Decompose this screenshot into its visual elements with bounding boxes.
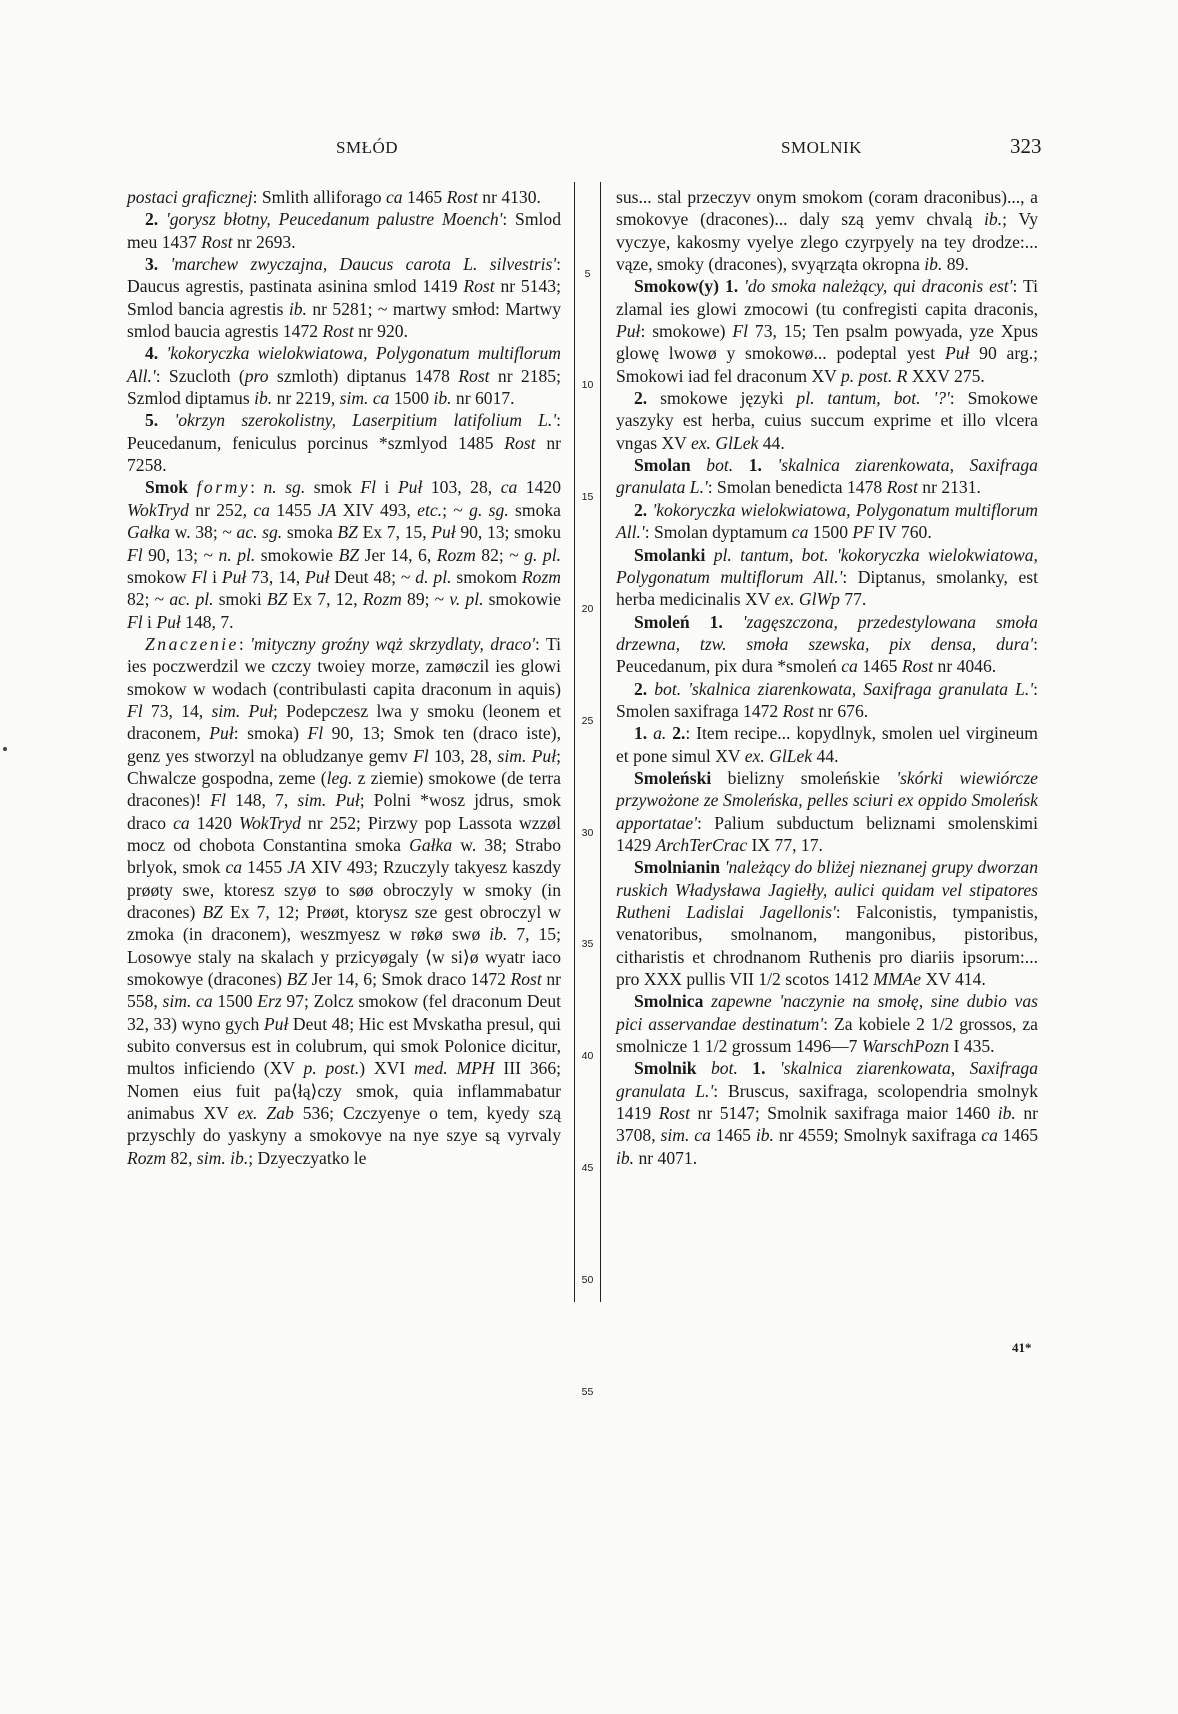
entry-paragraph: Smolanki pl. tantum, bot. 'kokoryczka wielokwiatowa, Polygonatum multiflorum All.': Diptanus, smolanky, est herba medicinalis XV ex. GlWp 77. bbox=[616, 544, 1038, 610]
line-number: 45 bbox=[581, 1162, 594, 1174]
right-column bbox=[616, 186, 1038, 1169]
entry-paragraph: postaci graficznej: Smlith alliforago ca 1465 Rost nr 4130. bbox=[127, 187, 541, 207]
running-head-left: SMŁÓD bbox=[336, 138, 399, 157]
line-number: 15 bbox=[581, 491, 594, 503]
line-number: 40 bbox=[581, 1050, 594, 1062]
column-divider-right bbox=[600, 182, 601, 1302]
scan-dot bbox=[3, 747, 7, 751]
entry-paragraph: Smolnik bot. 1. 'skalnica ziarenkowata, Saxifraga granulata L.': Bruscus, saxifraga, scolopendria smolnyk 1419 Rost nr 5147; Smolnik saxifraga maior 1460 ib. nr 3708, sim. ca 1465 ib. nr 4559; Smolnyk saxifraga ca 1465 ib. nr 4071. bbox=[616, 1058, 1038, 1168]
entry-paragraph: Smolnianin 'należący do bliżej nieznanej grupy dworzan ruskich Władysława Jagiełły, aulici quidam vel stipatores Rutheni Ladislai Jagellonis': Falconistis, tympanistis, venatoribus, smolnanom, mangonibus, pistoribus, citharistis et chrodnanom Ruthenis pro diariis ipsorum:... pro XXX pullis VII 1/2 scotos 1412 MMAe XV 414. bbox=[616, 857, 1038, 990]
entry-paragraph: 2. bot. 'skalnica ziarenkowata, Saxifraga granulata L.': Smolen saxifraga 1472 Rost nr 676. bbox=[616, 678, 1038, 721]
entry-paragraph: 4. 'kokoryczka wielokwiatowa, Polygonatum multiflorum All.': Szucloth (pro szmloth) diptanus 1478 Rost nr 2185; Szmlod diptamus ib. nr 2219, sim. ca 1500 ib. nr 6017. bbox=[127, 343, 561, 409]
entry-paragraph: Smoleński bielizny smoleńskie 'skórki wiewiórcze przywożone ze Smoleńska, pelles sciuri ex oppido Smoleńsk apportatae': Palium subductum beliznami smolenskimi 1429 ArchTerCrac IX 77, 17. bbox=[616, 767, 1038, 855]
entry-paragraph: 3. 'marchew zwyczajna, Daucus carota L. silvestris': Daucus agrestis, pastinata asinina smlod 1419 Rost nr 5143; Smlod bancia agrestis ib. nr 5281; ~ martwy smłod: Martwy smlod baucia agrestis 1472 Rost nr 920. bbox=[127, 254, 561, 342]
line-number: 55 bbox=[581, 1386, 594, 1398]
line-number: 30 bbox=[581, 827, 594, 839]
line-number: 20 bbox=[581, 603, 594, 615]
entry-paragraph: 2. 'gorysz błotny, Peucedanum palustre Moench': Smlod meu 1437 Rost nr 2693. bbox=[127, 209, 561, 252]
line-number: 10 bbox=[581, 379, 594, 391]
printer-signature: 41* bbox=[1012, 1340, 1032, 1355]
entry-paragraph: Smolnica zapewne 'naczynie na smołę, sine dubio vas pici asservandae destinatum': Za kobiele 2 1/2 grossos, za smolnicze 1 1/2 grossum 1496—7 WarschPozn I 435. bbox=[616, 991, 1038, 1057]
entry-paragraph: Smokow(y) 1. 'do smoka należący, qui draconis est': Ti zlamal ies glowi zmocowi (tu confregisti capita draconis, Puł: smokowe) Fl 73, 15; Ten psalm powyada, yze Xpus glowę lwowø y smokowø... podeptal yest Puł 90 arg.; Smokowi iad fel draconum XV p. post. R XXV 275. bbox=[616, 276, 1038, 386]
page-number: 323 bbox=[1010, 134, 1042, 158]
entry-paragraph: 2. smokowe języki pl. tantum, bot. '?': Smokowe yaszyky est herba, cuius succum exprime et illo vlcera vngas XV ex. GlLek 44. bbox=[616, 388, 1038, 453]
entry-paragraph: Smoleń 1. 'zagęszczona, przedestylowana smoła drzewna, tzw. smoła szewska, pix densa, dura': Peucedanum, pix dura *smoleń ca 1465 Rost nr 4046. bbox=[616, 611, 1038, 677]
running-head-right: SMOLNIK bbox=[781, 138, 862, 157]
entry-paragraph: sus... stal przeczyv onym smokom (coram draconibus)..., a smokovye (dracones)... daly szą yemv chvalą ib.; Vy vyczye, kakosmy vyelye zlego czyrpyely na tey drodze:... vąze, smoky (dracones), svyąrząta okropna ib. 89. bbox=[616, 187, 1038, 275]
line-number: 25 bbox=[581, 715, 594, 727]
left-column bbox=[127, 186, 561, 1169]
line-number: 5 bbox=[584, 268, 591, 280]
entry-paragraph: 2. 'kokoryczka wielokwiatowa, Polygonatum multiflorum All.': Smolan dyptamum ca 1500 PF IV 760. bbox=[616, 499, 1038, 543]
entry-paragraph: Znaczenie: 'mityczny groźny wąż skrzydlaty, draco': Ti ies poczwerdzil we czczy twoiey morze, zamøczil ies glowi smokow w wodach (contribulasti capita draconum in aquis) Fl 73, 14, sim. Puł; Podepczesz lwa y smoku (leonem et draconem, Puł: smoka) Fl 90, 13; Smok ten (draco iste), genz yes stworzyl na obludzanye gemv Fl 103, 28, sim. Puł; Chwalcze gospodna, zeme (leg. z ziemie) smokowe (de terra dracones)! Fl 148, 7, sim. Puł; Polni *wosz jdrus, smok draco ca 1420 WokTryd nr 252; Pirzwy pop Lassota wzzøl mocz od chobota Constantina smoka Gałka w. 38; Strabo brlyok, smok ca 1455 JA XIV 493; Rzuczyly takyesz kaszdy prøøty swe, ktoresz szyø to søø obroczyly w smoky (in dracones) BZ Ex 7, 12; Prøøt, ktorysz sze gest obroczyl w zmoka (in draconem), weszmyesz w røkø swø ib. 7, 15; Losowye staly na skalach y przicyøgaly ⟨w si⟩ø wyatr iaco smokowye (dracones) BZ Jer 14, 6; Smok draco 1472 Rost nr 558, sim. ca 1500 Erz 97; Zolcz smokow (fel draconum Deut 32, 33) wyno gych Puł Deut 48; Hic est Mvskatha presul, qui subito conversus est in colubrum, qui smok Polonice dicitur, multos inficiendo (XV p. post.) XVI med. MPH III 366; Nomen eius fuit pa⟨łą⟩czy smok, quia inflammabatur animabus XV ex. Zab 536; Czczyenye o tem, kyedy szą przyschly do yaskyny a smokovye na nye szye są vyrvaly Rozm 82, sim. ib.; Dzyeczyatko le bbox=[127, 633, 562, 1168]
column-divider-left bbox=[574, 182, 575, 1302]
line-number: 50 bbox=[581, 1274, 594, 1286]
entry-paragraph: 5. 'okrzyn szerokolistny, Laserpitium latifolium L.': Peucedanum, feniculus porcinus *szmlyod 1485 Rost nr 7258. bbox=[127, 410, 562, 476]
entry-smok: Smok formy: n. sg. smok Fl i Puł 103, 28, ca 1420 WokTryd nr 252, ca 1455 JA XIV 493, etc.; ~ g. sg. smoka Gałka w. 38; ~ ac. sg. smoka BZ Ex 7, 15, Puł 90, 13; smoku Fl 90, 13; ~ n. pl. smokowie BZ Jer 14, 6, Rozm 82; ~ g. pl. smokow Fl i Puł 73, 14, Puł Deut 48; ~ d. pl. smokom Rozm 82; ~ ac. pl. smoki BZ Ex 7, 12, Rozm 89; ~ v. pl. smokowie Fl i Puł 148, 7. bbox=[127, 477, 562, 632]
entry-paragraph: Smolan bot. 1. 'skalnica ziarenkowata, Saxifraga granulata L.': Smolan benedicta 1478 Rost nr 2131. bbox=[616, 455, 1038, 498]
entry-paragraph: 1. a. 2.: Item recipe... kopydlnyk, smolen uel virgineum et pone simul XV ex. GlLek 44. bbox=[616, 723, 1038, 766]
line-number: 35 bbox=[581, 938, 594, 950]
